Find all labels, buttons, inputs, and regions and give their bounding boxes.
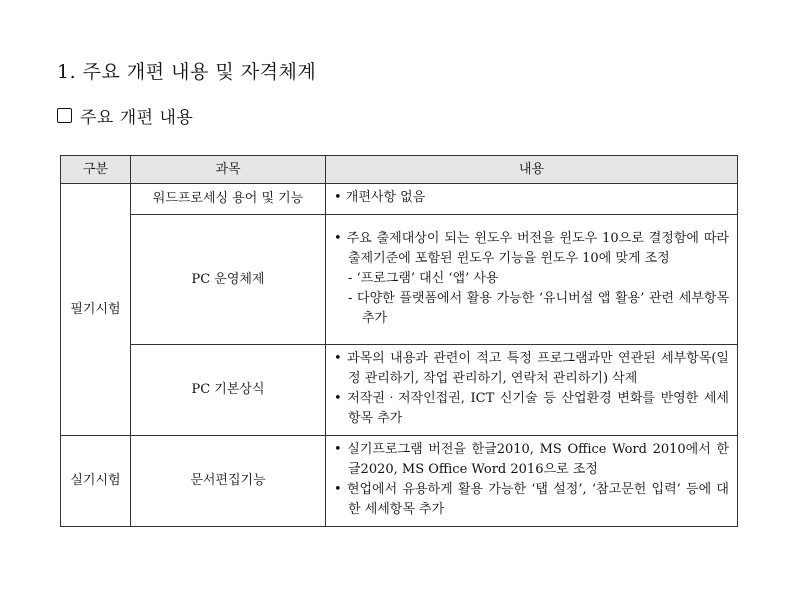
content-line: - 다양한 플랫폼에서 활용 가능한 ‘유니버설 앱 활용’ 관련 세부항목 추가 — [348, 290, 729, 326]
header-content: 내용 — [326, 156, 738, 184]
revision-table — [60, 155, 738, 527]
content-line: • 과목의 내용과 관련이 적고 특정 프로그램과만 연관된 세부항목(일정 관리하기, 작업 관리하기, 연락처 관리하기) 삭제 — [334, 351, 729, 386]
table-row — [61, 436, 738, 527]
subject-cell: 워드프로세싱 용어 및 기능 — [131, 184, 326, 215]
subsection-heading — [57, 103, 193, 128]
content-cell — [326, 215, 738, 345]
content-line: • 개편사항 없음 — [334, 190, 426, 205]
subject-cell: 문서편집기능 — [131, 436, 326, 527]
subject-cell: PC 운영체제 — [131, 215, 326, 345]
table-row — [61, 184, 738, 215]
subject-cell: PC 기본상식 — [131, 345, 326, 436]
category-cell: 실기시험 — [61, 436, 131, 527]
checkbox-square-icon — [57, 108, 72, 123]
section-heading: 1. 주요 개편 내용 및 자격체계 — [57, 61, 317, 83]
category-cell: 필기시험 — [61, 184, 131, 436]
content-line: • 저작권‧저작인접권, ICT 신기술 등 산업환경 변화를 반영한 세세항목 추가 — [334, 391, 729, 426]
table-row — [61, 345, 738, 436]
header-subject: 과목 — [131, 156, 326, 184]
subsection-heading-text: 주요 개편 내용 — [80, 108, 194, 128]
content-line: - ‘프로그램’ 대신 ‘앱’ 사용 — [348, 270, 499, 286]
content-cell — [326, 436, 738, 527]
content-cell — [326, 345, 738, 436]
table-row — [61, 215, 738, 345]
content-line: • 주요 출제대상이 되는 윈도우 버전을 윈도우 10으로 결정함에 따라 출제기준에 포함된 윈도우 기능을 윈도우 10에 맞게 조정 — [334, 230, 729, 266]
content-line: • 현업에서 유용하게 활용 가능한 ‘탭 설정’, ‘참고문헌 입력’ 등에 대한 세세항목 추가 — [334, 482, 729, 517]
header-category: 구분 — [61, 156, 131, 184]
table-header-row — [61, 156, 738, 184]
content-cell — [326, 184, 738, 215]
content-line: • 실기프로그램 버전을 한글2010, MS Office Word 2010에서 한글2020, MS Office Word 2016으로 조정 — [334, 442, 729, 477]
